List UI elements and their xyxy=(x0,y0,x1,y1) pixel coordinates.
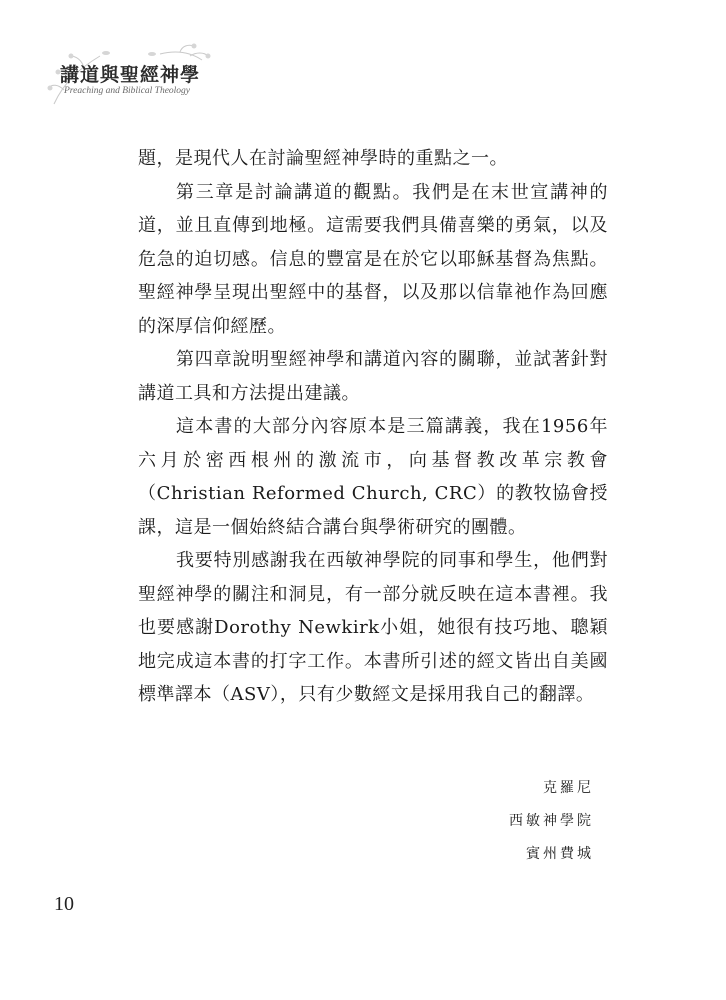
author-location: 賓州費城 xyxy=(526,846,594,862)
signature-block xyxy=(509,772,594,871)
paragraph: 我要特別感謝我在西敏神學院的同事和學生，他們對聖經神學的關注和洞見，有一部分就反映在這本書裡。我也要感謝Dorothy Newkirk小姐，她很有技巧地、聰穎地完成這本書的打字工作。本書所引述的經文皆出自美國標準譯本（ASV），只有少數經文是採用我自己的翻譯。 xyxy=(138,550,608,705)
page-number: 10 xyxy=(54,893,74,915)
running-header xyxy=(40,42,220,112)
paragraph: 題，是現代人在討論聖經神學時的重點之一。 xyxy=(138,148,508,169)
paragraph: 這本書的大部分內容原本是三篇講義，我在1956年六月於密西根州的激流市，向基督教改革宗教會（Christian Reformed Church, CRC）的教牧協會授課，這是一個始終結合講台與學術研究的團體。 xyxy=(138,416,608,538)
book-title: 講道與聖經神學 xyxy=(60,64,201,86)
book-subtitle: Preaching and Biblical Theology xyxy=(64,86,191,96)
paragraph: 第三章是討論講道的觀點。我們是在末世宣講神的道，並且直傳到地極。這需要我們具備喜樂的勇氣，以及危急的迫切感。信息的豐富是在於它以耶穌基督為焦點。聖經神學呈現出聖經中的基督，以及那以信靠祂作為回應的深厚信仰經歷。 xyxy=(138,181,608,337)
author-institution: 西敏神學院 xyxy=(509,813,594,829)
paragraph: 第四章說明聖經神學和講道內容的關聯，並試著針對講道工具和方法提出建議。 xyxy=(138,349,608,404)
author-name: 克羅尼 xyxy=(543,780,594,796)
main-text xyxy=(138,142,608,712)
